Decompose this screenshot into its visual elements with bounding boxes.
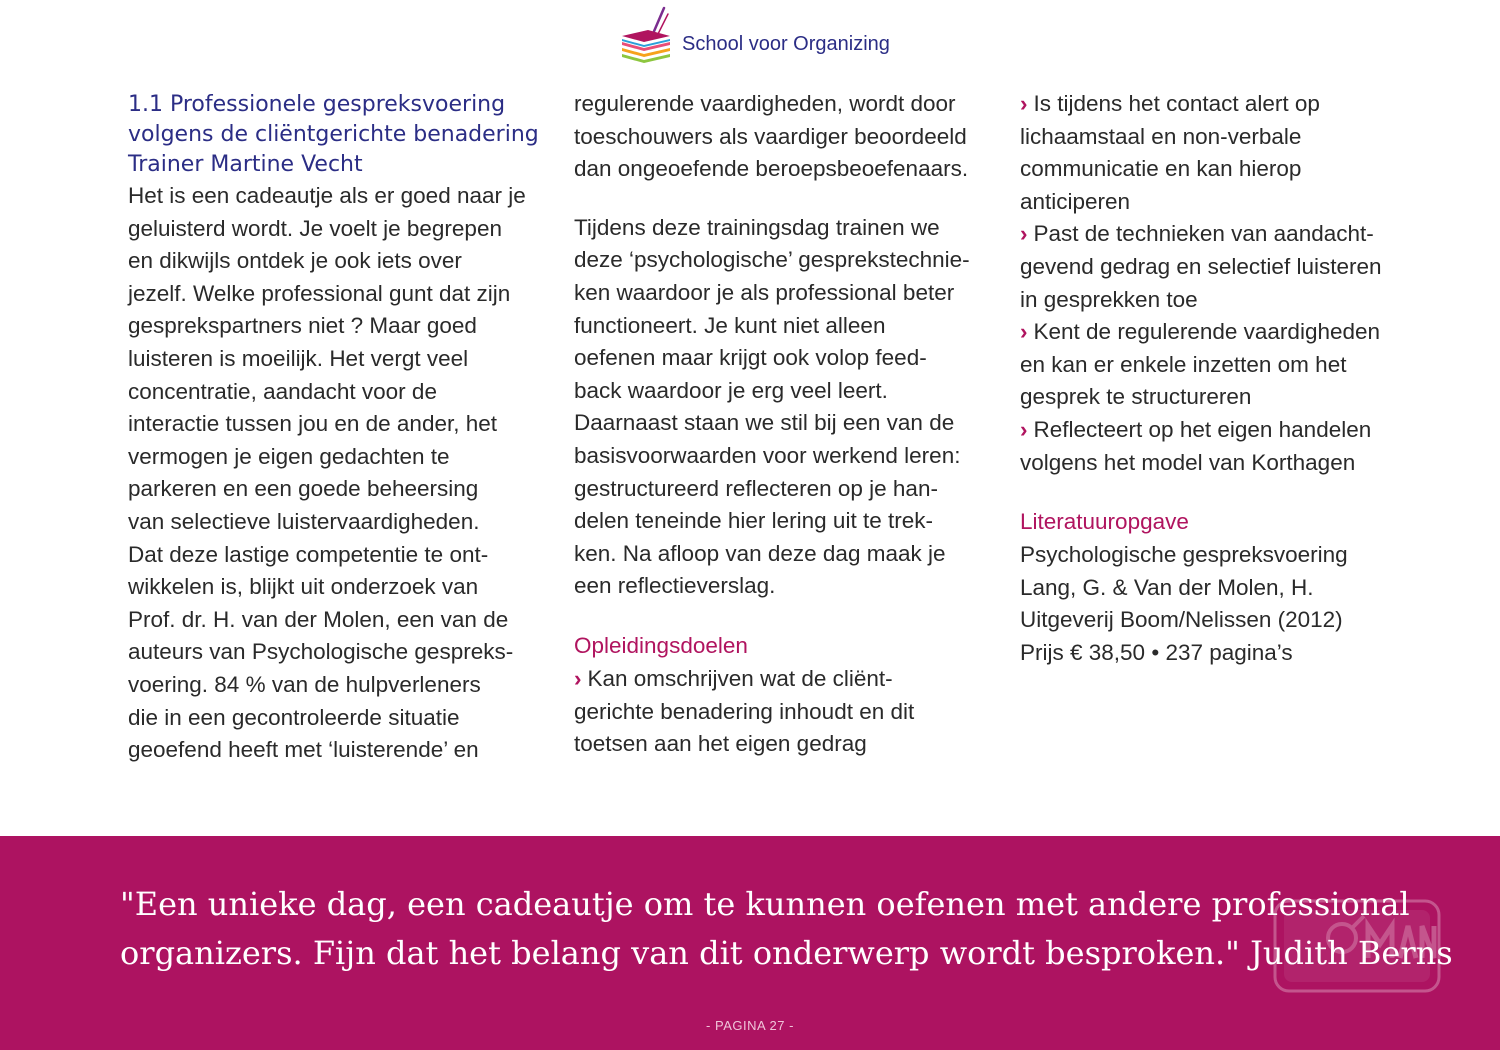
text-line: basisvoorwaarden voor werkend leren: xyxy=(574,442,961,468)
column-training xyxy=(574,88,974,761)
text-line: van selectieve luistervaardigheden. xyxy=(128,508,480,534)
text-line: deze ‘psychologische’ gesprekstechnie- xyxy=(574,247,970,273)
bullet-line xyxy=(1020,218,1420,251)
text-line: gesprek te structureren xyxy=(1020,384,1252,410)
text-line: toetsen aan het eigen gedrag xyxy=(574,731,867,757)
text-line: geoefend heeft met ‘luisterende’ en xyxy=(128,737,479,763)
text-line: die in een gecontroleerde situatie xyxy=(128,704,460,730)
bullet-text: Past de technieken van aandacht- xyxy=(1033,221,1374,247)
text-line: gevend gedrag en selectief luisteren xyxy=(1020,253,1382,279)
header xyxy=(618,4,890,68)
text-line: anticiperen xyxy=(1020,188,1131,214)
intro-paragraph xyxy=(128,180,528,767)
heading-line: Trainer Martine Vecht xyxy=(128,152,363,177)
training-paragraph xyxy=(574,212,974,603)
bullet-text: Reflecteert op het eigen handelen xyxy=(1033,416,1372,442)
quote-line: organizers. Fijn dat het belang van dit onderwerp wordt besproken." Judith Berns xyxy=(120,934,1453,972)
bullet-item xyxy=(574,663,974,761)
heading-line: 1.1 Professionele gespreksvoering xyxy=(128,92,506,117)
books-with-pen-logo-icon xyxy=(618,6,674,66)
text-line: gerichte benadering inhoudt en dit xyxy=(574,698,915,724)
paragraph-spacer xyxy=(574,186,974,212)
chevron-right-icon: › xyxy=(574,665,582,691)
text-line: interactie tussen jou en de ander, het xyxy=(128,411,498,437)
text-line: toeschouwers als vaardiger beoordeeld xyxy=(574,123,967,149)
text-line: Het is een cadeautje als er goed naar je xyxy=(128,183,526,208)
chevron-right-icon: › xyxy=(1020,319,1028,345)
quote-line: "Een unieke dag, een cadeautje om te kunnen oefenen met andere professional xyxy=(120,885,1410,923)
text-line: gesprekspartners niet ? Maar goed xyxy=(128,313,477,339)
text-line: parkeren en een goede beheersing xyxy=(128,476,479,502)
chevron-right-icon: › xyxy=(1020,91,1028,116)
text-line: jezelf. Welke professional gunt dat zijn xyxy=(128,280,511,306)
bullet-line xyxy=(574,663,974,696)
text-line: Prijs € 38,50 • 237 pagina’s xyxy=(1020,639,1293,665)
text-line: Prof. dr. H. van der Molen, een van de xyxy=(128,606,509,632)
column-intro xyxy=(128,90,539,767)
bullet-line xyxy=(1020,88,1420,121)
text-line: en kan er enkele inzetten om het xyxy=(1020,351,1347,377)
text-line: dan ongeoefende beroepsbeoefenaars. xyxy=(574,156,969,182)
text-line: ken. Na afloop van deze dag maak je xyxy=(574,540,946,566)
text-line: in gesprekken toe xyxy=(1020,286,1198,312)
text-line: Daarnaast staan we stil bij een van de xyxy=(574,410,955,436)
text-line: lichaamstaal en non-verbale xyxy=(1020,123,1302,149)
brand-name: School voor Organizing xyxy=(682,32,890,55)
section-title-opleidingsdoelen: Opleidingsdoelen xyxy=(574,632,748,658)
text-line: functioneert. Je kunt niet alleen xyxy=(574,312,886,338)
text-line: Psychologische gespreksvoering xyxy=(1020,542,1348,568)
text-line: vermogen je eigen gedachten te xyxy=(128,443,450,469)
bullet-item xyxy=(1020,218,1420,316)
heading-line: volgens de cliëntgerichte benadering xyxy=(128,122,539,147)
text-line: luisteren is moeilijk. Het vergt veel xyxy=(128,345,469,371)
text-line: Tijdens deze trainingsdag trainen we xyxy=(574,214,940,240)
bullet-item xyxy=(1020,316,1420,414)
page-number: - PAGINA 27 - xyxy=(706,1018,794,1033)
text-line: Dat deze lastige competentie te ont- xyxy=(128,541,489,567)
text-line: back waardoor je erg veel leert. xyxy=(574,377,888,403)
bullet-text: Is tijdens het contact alert op xyxy=(1033,91,1320,116)
text-line: delen teneinde hier lering uit te trek- xyxy=(574,508,933,534)
literature-reference xyxy=(1020,539,1420,669)
bullet-line xyxy=(1020,316,1420,349)
bullet-text: Kent de regulerende vaardigheden xyxy=(1033,319,1381,345)
bullet-line xyxy=(1020,414,1420,447)
chevron-right-icon: › xyxy=(1020,416,1028,442)
text-line: voering. 84 % van de hulpverleners xyxy=(128,671,481,697)
continuation-paragraph xyxy=(574,88,974,186)
bullet-text: Kan omschrijven wat de cliënt- xyxy=(587,665,893,691)
text-line: concentratie, aandacht voor de xyxy=(128,378,437,404)
bullet-item xyxy=(1020,414,1420,479)
text-line: geluisterd wordt. Je voelt je begrepen xyxy=(128,215,502,241)
text-line: ken waardoor je als professional beter xyxy=(574,279,955,305)
text-line: gestructureerd reflecteren op je han- xyxy=(574,475,938,501)
chevron-right-icon: › xyxy=(1020,221,1028,247)
text-line: wikkelen is, blijkt uit onderzoek van xyxy=(128,574,479,600)
text-line: auteurs van Psychologische gespreks- xyxy=(128,639,514,665)
section-title-literatuuropgave: Literatuuropgave xyxy=(1020,509,1189,535)
paragraph-spacer xyxy=(574,603,974,629)
text-line: oefenen maar krijgt ook volop feed- xyxy=(574,345,927,371)
bullet-item xyxy=(1020,88,1420,218)
testimonial-quote xyxy=(120,880,1453,978)
text-line: regulerende vaardigheden, wordt door xyxy=(574,91,956,116)
text-line: en dikwijls ontdek je ook iets over xyxy=(128,248,462,274)
text-line: een reflectieverslag. xyxy=(574,573,776,599)
text-line: Uitgeverij Boom/Nelissen (2012) xyxy=(1020,607,1343,633)
paragraph-spacer xyxy=(1020,479,1420,505)
column-goals xyxy=(1020,88,1420,670)
text-line: Lang, G. & Van der Molen, H. xyxy=(1020,574,1314,600)
text-line: volgens het model van Korthagen xyxy=(1020,449,1356,475)
article-heading xyxy=(128,90,539,180)
text-line: communicatie en kan hierop xyxy=(1020,156,1302,182)
